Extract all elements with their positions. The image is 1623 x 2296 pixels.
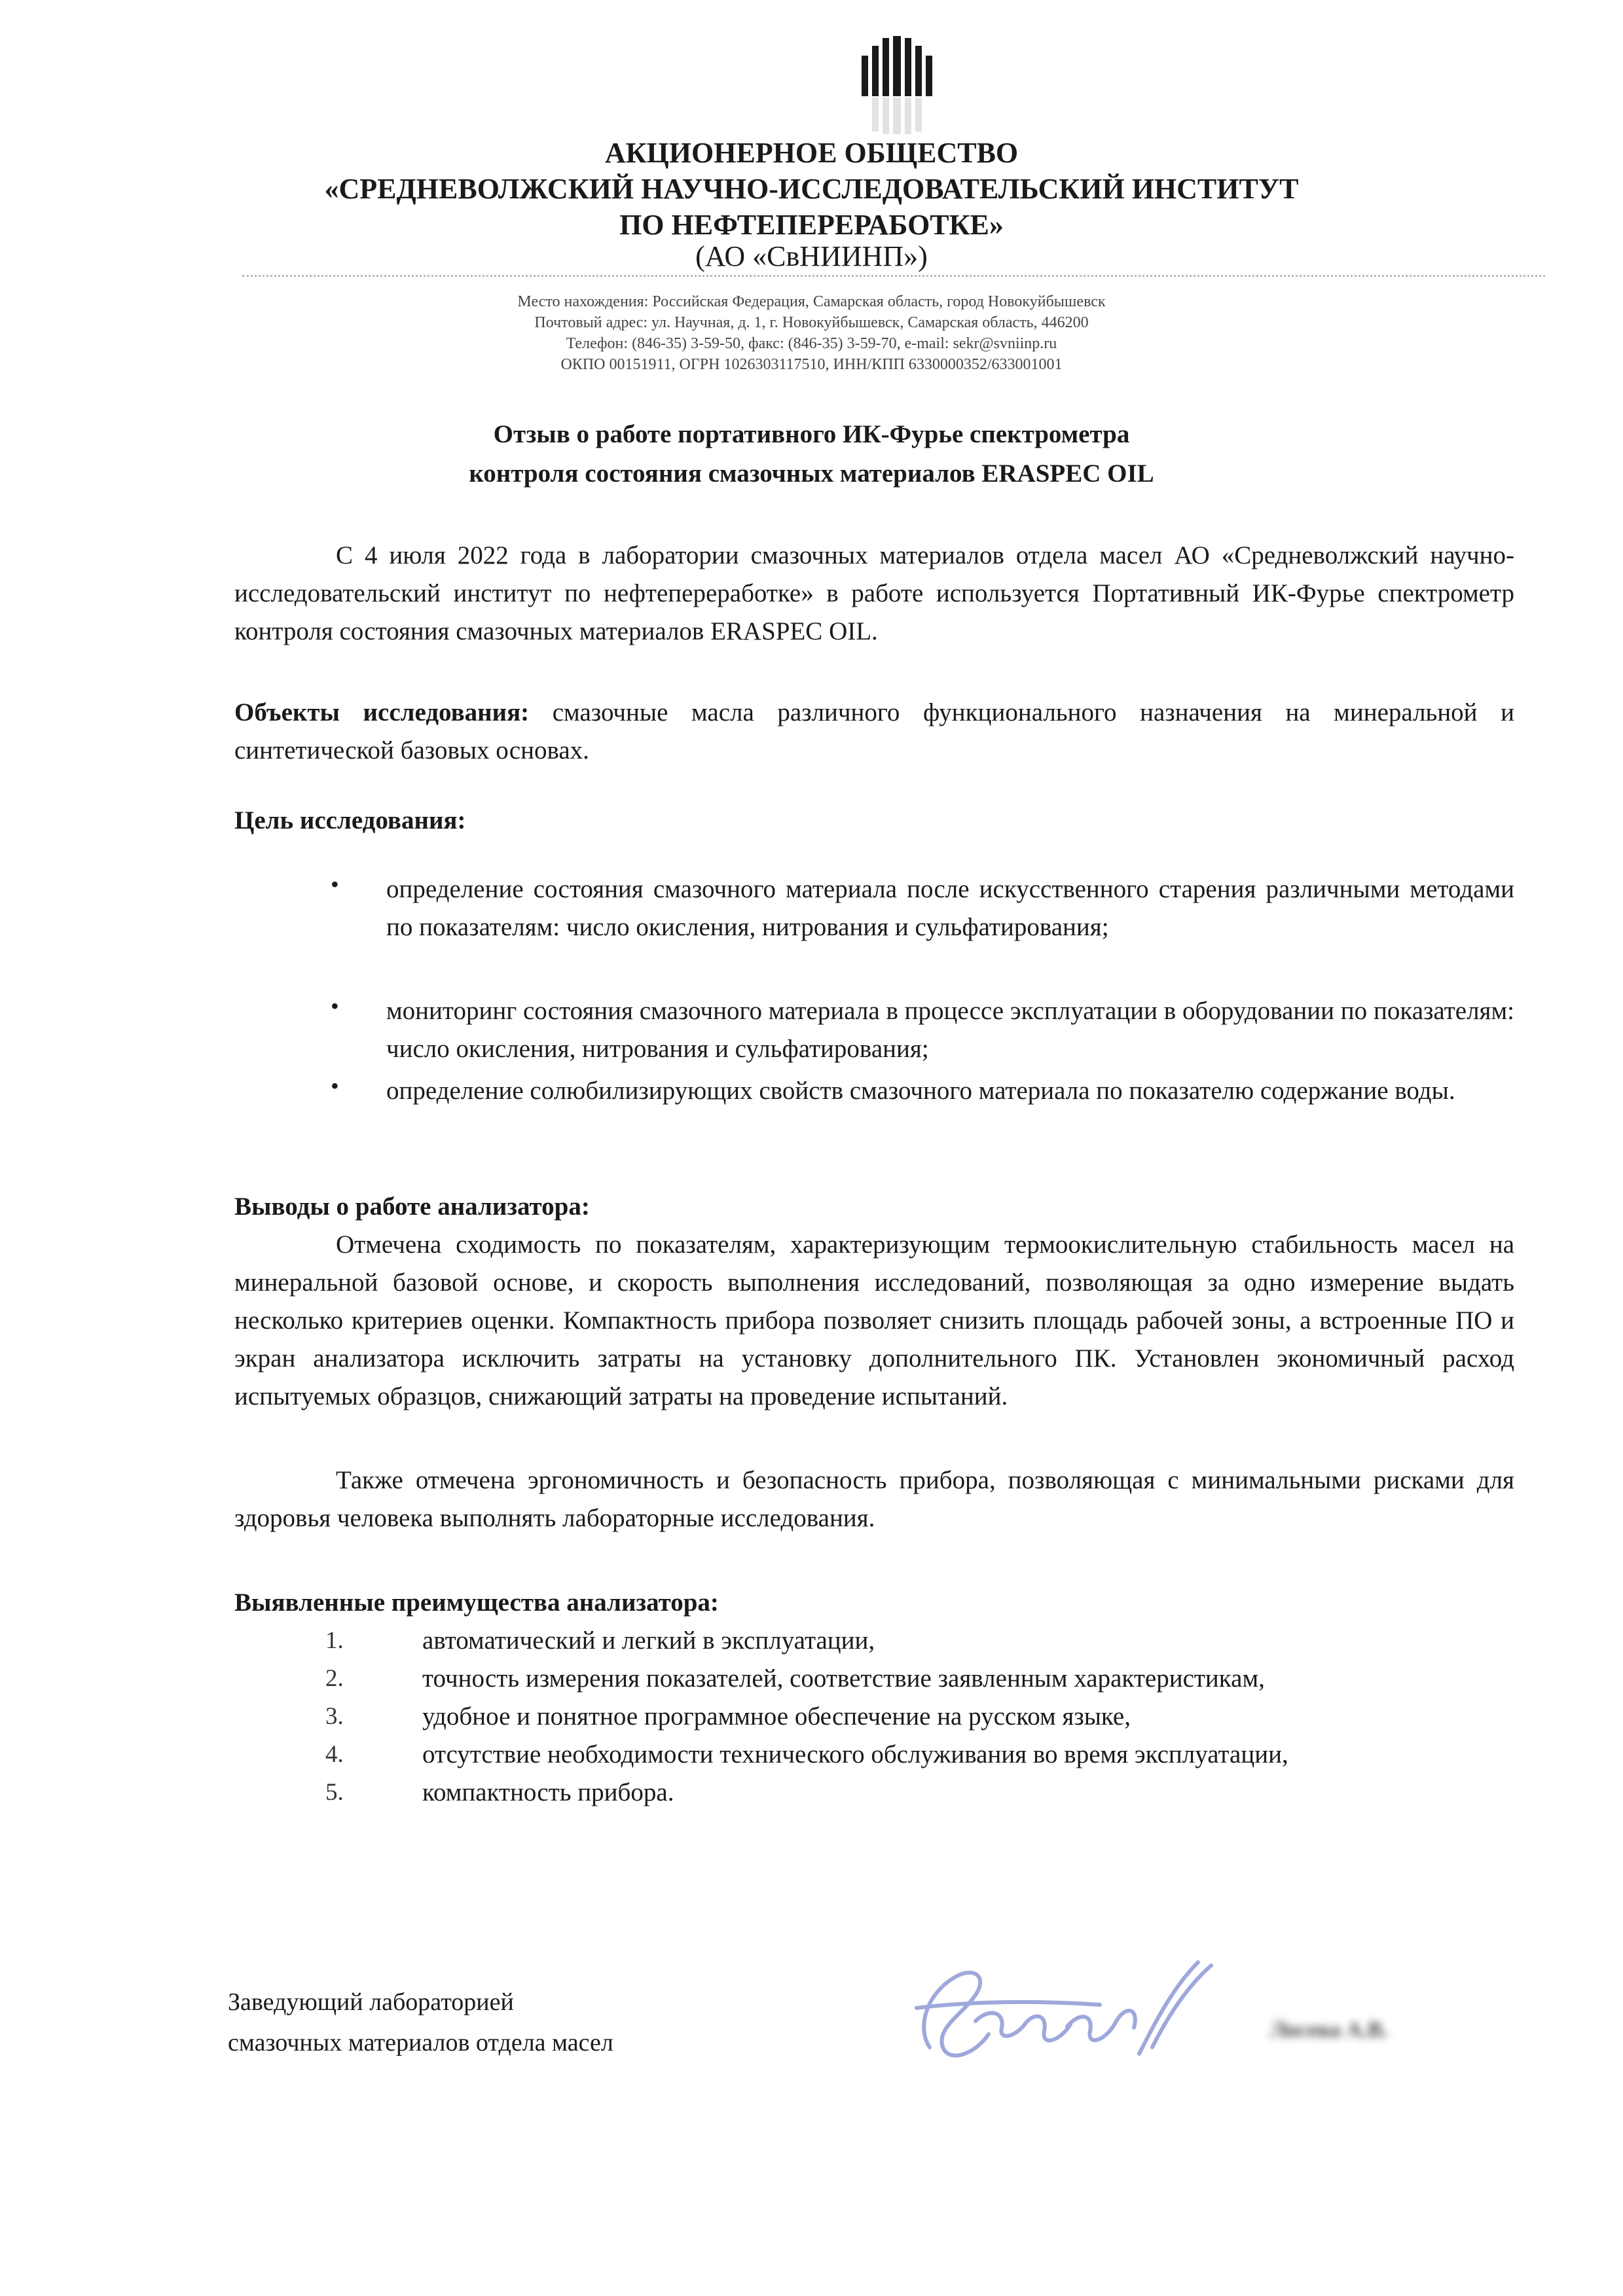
company-logo-icon	[858, 36, 936, 134]
conclusions-heading: Выводы о работе анализатора:	[234, 1193, 590, 1221]
objects-paragraph	[234, 694, 1514, 770]
advantage-3-number: 3.	[325, 1703, 344, 1730]
advantage-2-text: точность измерения показателей, соответствие заявленным характеристикам,	[422, 1664, 1265, 1693]
goal-item-3: определение солюбилизирующих свойств смазочного материала по показателю содержание воды.	[386, 1077, 1455, 1105]
conclusions-paragraph-1	[234, 1226, 1514, 1416]
objects-text: смазочные масла различного функционального назначения на минеральной и синтетической базовых основах.	[234, 698, 1514, 764]
contact-location: Место нахождения: Российская Федерация, Самарская область, город Новокуйбышевск	[517, 293, 1106, 310]
conclusions-paragraph-2	[234, 1462, 1514, 1537]
bullet-3-icon: •	[331, 1073, 339, 1099]
handwritten-signature	[890, 1949, 1231, 2080]
conclusions-text-2: Также отмечена эргономичность и безопасность прибора, позволяющая с минимальными рисками для здоровья человека выполнять лабораторные исследования.	[234, 1466, 1514, 1532]
goal-heading: Цель исследования:	[234, 806, 466, 834]
org-name-line1: АКЦИОНЕРНОЕ ОБЩЕСТВО	[604, 137, 1019, 169]
advantage-1-text: автоматический и легкий в эксплуатации,	[422, 1626, 875, 1655]
header-divider	[242, 275, 1545, 277]
intro-paragraph	[234, 537, 1514, 651]
goal-item-2: мониторинг состояния смазочного материала в процессе эксплуатации в оборудовании по показателям: число окисления, нитрования и сульфатирования;	[386, 997, 1514, 1063]
bullet-2-icon: •	[331, 993, 339, 1019]
goal-item-1: определение состояния смазочного материала после искусственного старения различными методами по показателям: число окисления, нитрования и сульфатирования;	[386, 875, 1514, 941]
contact-postal: Почтовый адрес: ул. Научная, д. 1, г. Новокуйбышевск, Самарская область, 446200	[534, 314, 1089, 331]
document-title-line2: контроля состояния смазочных материалов ERASPEC OIL	[469, 459, 1154, 488]
intro-text: С 4 июля 2022 года в лаборатории смазочных материалов отдела масел АО «Средневолжский научно-исследовательский институт по нефтепереработке» в работе используется Портативный ИК-Фурье спектрометр контроля состояния смазочных материалов ERASPEC OIL.	[234, 541, 1514, 645]
advantage-4-text: отсутствие необходимости технического обслуживания во время эксплуатации,	[422, 1740, 1288, 1768]
advantages-heading: Выявленные преимущества анализатора:	[234, 1588, 719, 1617]
contact-codes: ОКПО 00151911, ОГРН 1026303117510, ИНН/КПП 6330000352/633001001	[560, 356, 1063, 373]
advantage-3-text: удобное и понятное программное обеспечение на русском языке,	[422, 1702, 1131, 1731]
advantage-1-number: 1.	[325, 1627, 344, 1654]
signer-position-line2: смазочных материалов отдела масел	[228, 2029, 613, 2056]
advantage-5-number: 5.	[325, 1779, 344, 1806]
objects-label: Объекты исследования:	[234, 698, 530, 726]
advantage-4-number: 4.	[325, 1741, 344, 1768]
org-short-name: (АО «СвНИИНП»)	[695, 240, 928, 272]
org-name-line2: «СРЕДНЕВОЛЖСКИЙ НАУЧНО-ИССЛЕДОВАТЕЛЬСКИЙ ИНСТИТУТ	[324, 173, 1299, 205]
advantage-2-number: 2.	[325, 1665, 344, 1692]
advantage-5-text: компактность прибора.	[422, 1778, 674, 1806]
conclusions-text-1: Отмечена сходимость по показателям, характеризующим термоокислительную стабильность масел на минеральной базовой основе, и скорость выполнения исследований, позволяющая за одно измерение выдать несколько критериев оценки. Компактность прибора позволяет снизить площадь рабочей зоны, а встроенные ПО и экран анализатора исключить затраты на установку дополнительного ПК. Установлен экономичный расход испытуемых образцов, снижающий затраты на проведение испытаний.	[234, 1230, 1514, 1410]
bullet-1-icon: •	[331, 871, 339, 897]
signer-name: Лосева А.В.	[1270, 2018, 1389, 2042]
org-name-line3: ПО НЕФТЕПЕРЕРАБОТКЕ»	[619, 209, 1004, 241]
contact-phone: Телефон: (846-35) 3-59-50, факс: (846-35) 3-59-70, e-mail: sekr@svniinp.ru	[566, 335, 1057, 352]
document-title-line1: Отзыв о работе портативного ИК-Фурье спектрометра	[493, 420, 1130, 448]
signer-position-line1: Заведующий лабораторией	[228, 1988, 514, 2016]
